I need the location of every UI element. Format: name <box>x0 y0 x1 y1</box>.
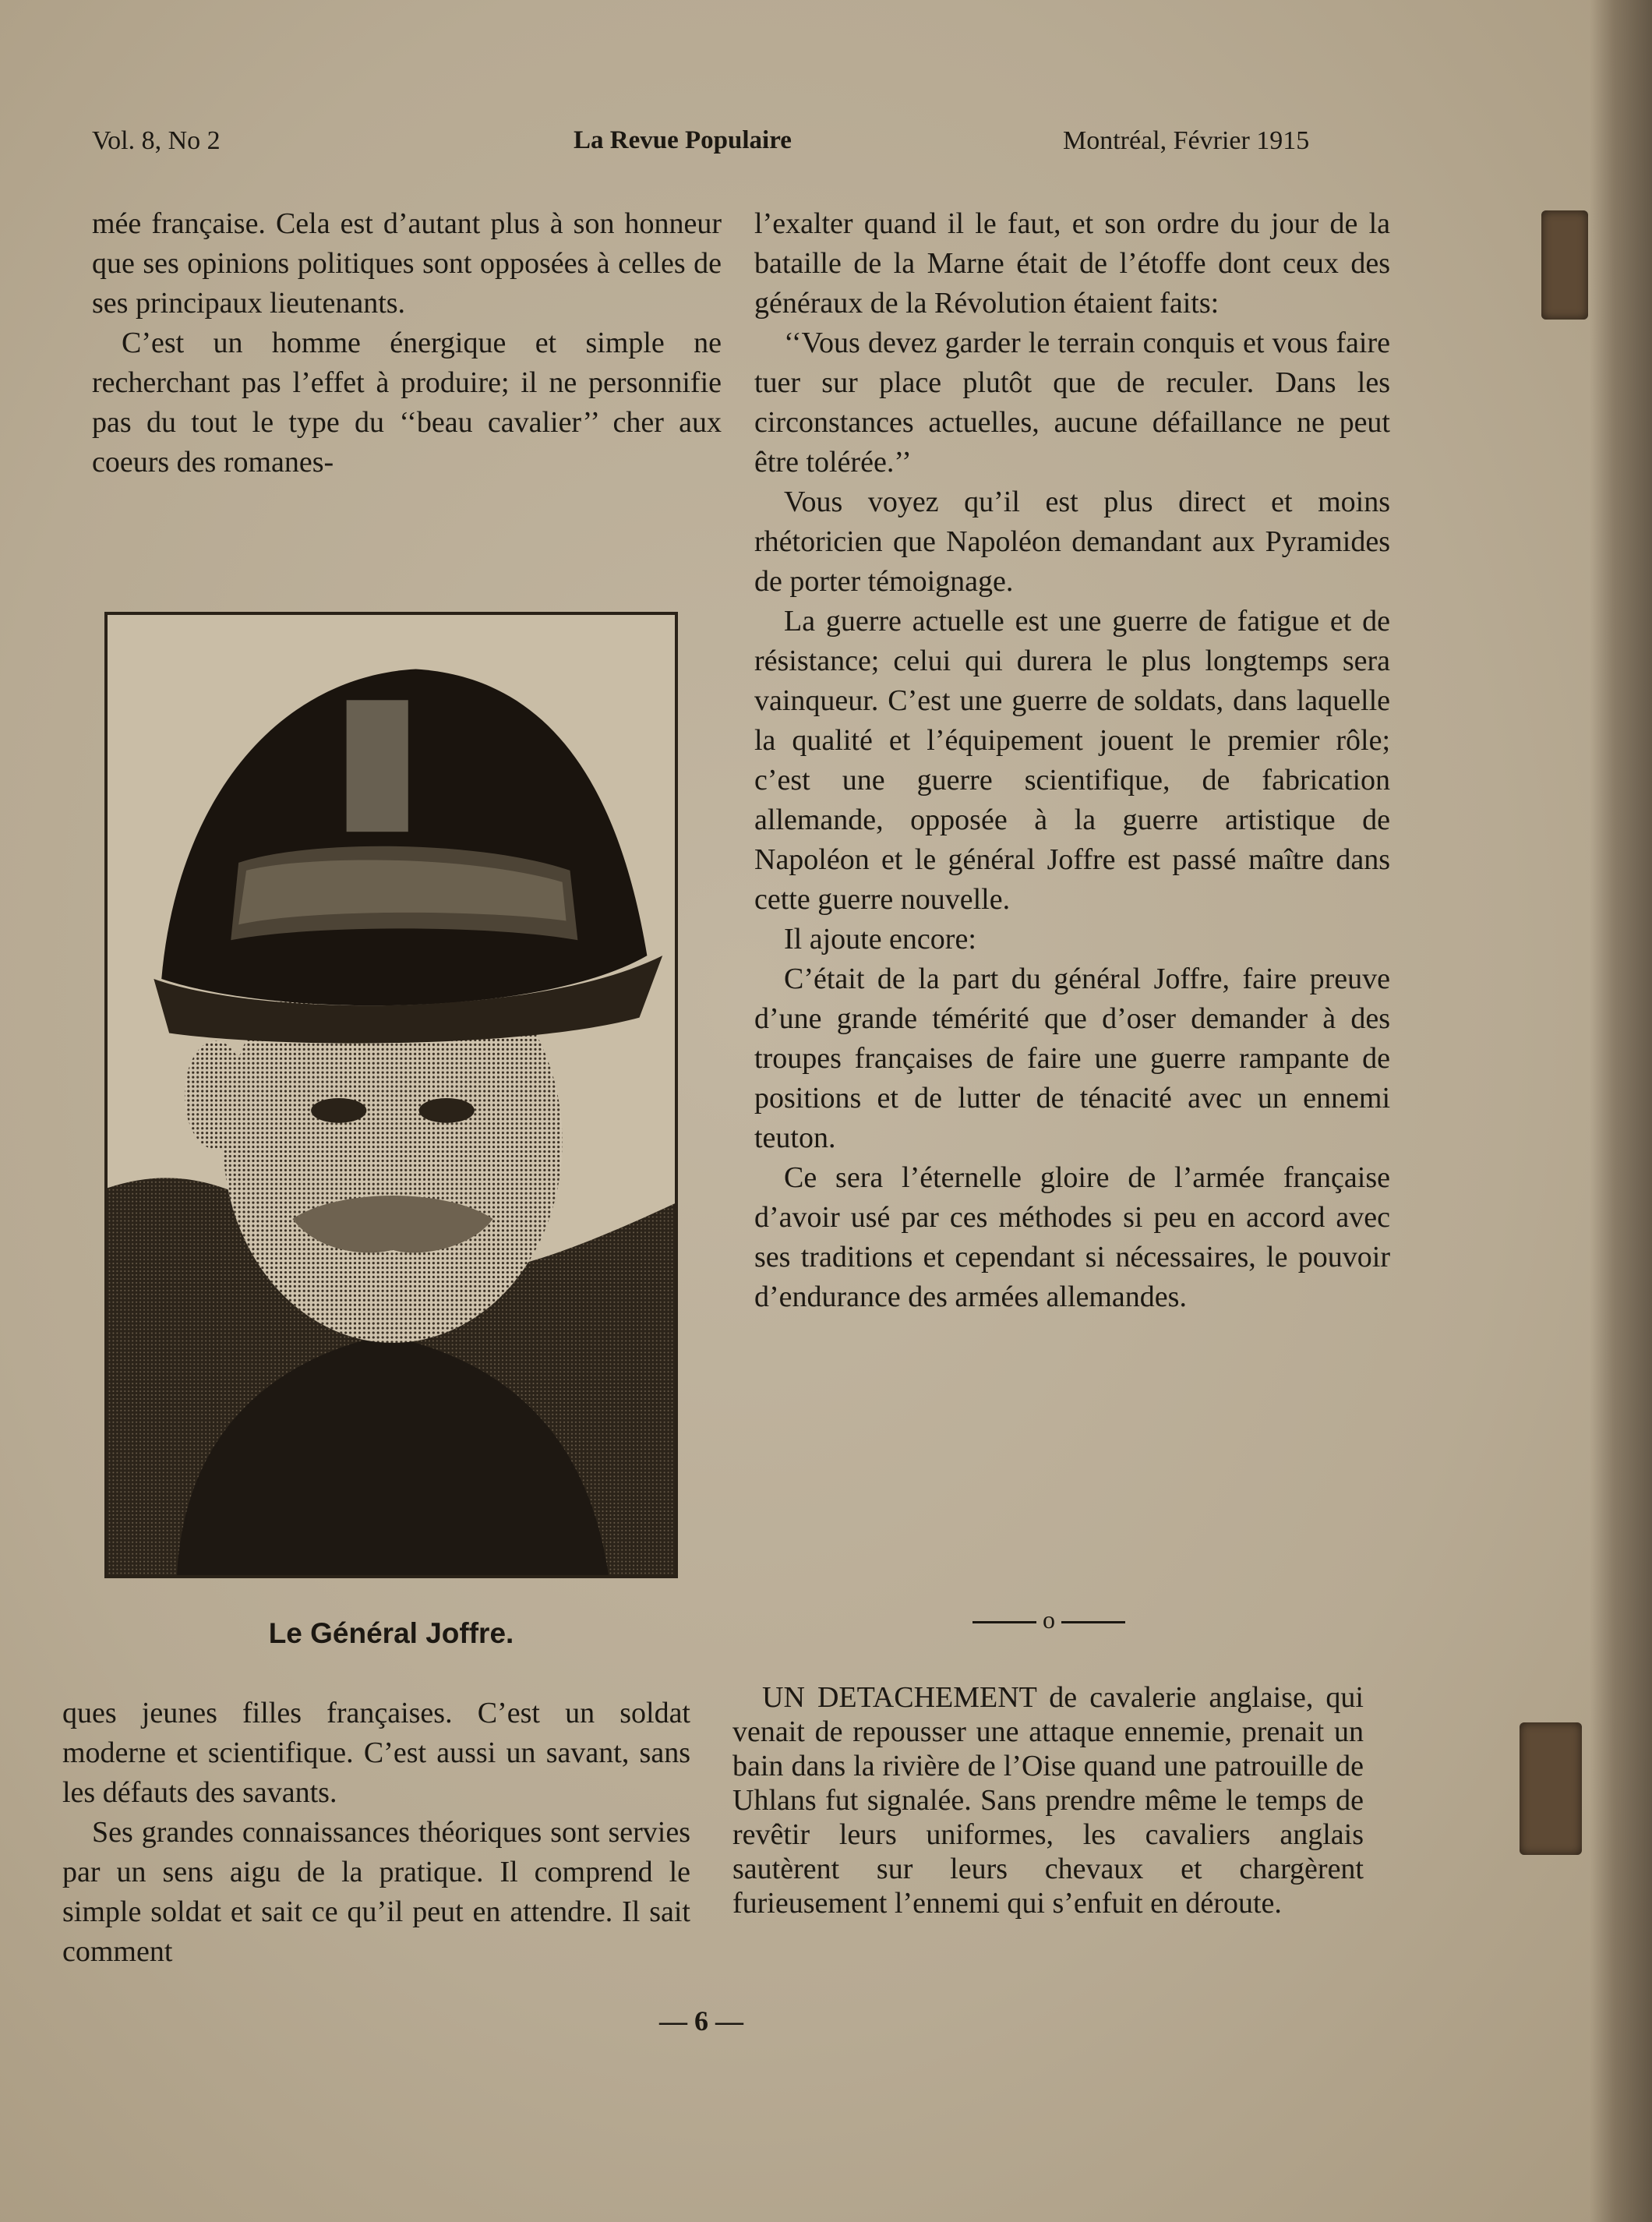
paragraph: ques jeunes filles françaises. C’est un soldat moderne et scientifique. C’est aussi un savant, sans les défauts des savants. <box>62 1697 690 1809</box>
page-number: — 6 — <box>659 2005 743 2037</box>
quotation: ‘‘Vous devez garder le terrain conquis et vous faire tuer sur place plutôt que de reculer. Dans les circonstances actuelles, aucune défaillance ne peut être tolérée.’’ <box>754 327 1390 479</box>
paragraph: Ce sera l’éternelle gloire de l’armée française d’avoir usé par ces méthodes si peu en accord avec ses traditions et cependant si nécessaires, le pouvoir d’endurance des armées allemandes. <box>754 1161 1390 1313</box>
portrait-photo <box>104 612 678 1578</box>
photo-caption: Le Général Joffre. <box>268 1617 514 1649</box>
paragraph: Vous voyez qu’il est plus direct et moins rhétoricien que Napoléon demandant aux Pyramides de porter témoignage. <box>754 486 1390 598</box>
binding-staple-bottom <box>1520 1722 1582 1855</box>
paragraph: C’est un homme énergique et simple ne recherchant pas l’effet à produire; il ne personnifie pas du tout le type du ‘‘beau cavalier’’ cher aux coeurs des romanes- <box>92 327 722 479</box>
separator-rule <box>972 1621 1036 1623</box>
paragraph: Ses grandes connaissances théoriques sont servies par un sens aigu de la pratique. Il comprend le simple soldat et sait ce qu’il peut en attendre. Il sait comment <box>62 1816 690 1968</box>
binding-staple-top <box>1541 210 1588 320</box>
column-right-top <box>754 204 1390 1317</box>
paragraph: Il ajoute encore: <box>784 923 976 956</box>
column-right-bottom <box>732 1680 1364 1920</box>
header-publication: La Revue Populaire <box>574 126 792 154</box>
lead-in: UN DETACHEMENT <box>762 1681 1037 1714</box>
paragraph: mée française. Cela est d’autant plus à son honneur que ses opinions politiques sont opposées à celles de ses principaux lieutenants. <box>92 207 722 320</box>
section-separator <box>963 1606 1135 1634</box>
portrait-engraving <box>108 615 675 1575</box>
separator-rule <box>1061 1621 1125 1623</box>
paragraph: La guerre actuelle est une guerre de fatigue et de résistance; celui qui durera le plus longtemps sera vainqueur. C’est une guerre de soldats, dans laquelle la qualité et l’équipement jouent le premier rôle; c’est une guerre scientifique, de fabrication allemande, opposée à la guerre artistique de Napoléon et le général Joffre est passé maître dans cette guerre nouvelle. <box>754 605 1390 916</box>
paragraph: C’était de la part du général Joffre, faire preuve d’une grande témérité que d’oser demander à des troupes françaises de faire une guerre rampante de positions et de lutter de ténacité avec un ennemi teuton. <box>754 963 1390 1154</box>
column-left-top <box>92 204 722 482</box>
paragraph: l’exalter quand il le faut, et son ordre du jour de la bataille de la Marne était de l’étoffe dont ceux des généraux de la Révolution étaient faits: <box>754 207 1390 320</box>
column-left-bottom <box>62 1694 690 1972</box>
spine-shadow <box>1590 0 1652 2222</box>
separator-mark: o <box>1043 1606 1055 1634</box>
header-date: Montréal, Février 1915 <box>1063 126 1310 155</box>
header-volume: Vol. 8, No 2 <box>92 126 221 155</box>
news-item <box>732 1680 1364 1920</box>
news-text: de cavalerie anglaise, qui venait de repousser une attaque ennemie, prenait un bain dans la rivière de l’Oise quand une patrouille de Uhlans fut signalée. Sans prendre même le temps de revêtir leurs uniformes, les cavaliers anglais sautèrent sur leurs chevaux et chargèrent furieusement l’ennemi qui s’enfuit en déroute. <box>732 1681 1364 1920</box>
